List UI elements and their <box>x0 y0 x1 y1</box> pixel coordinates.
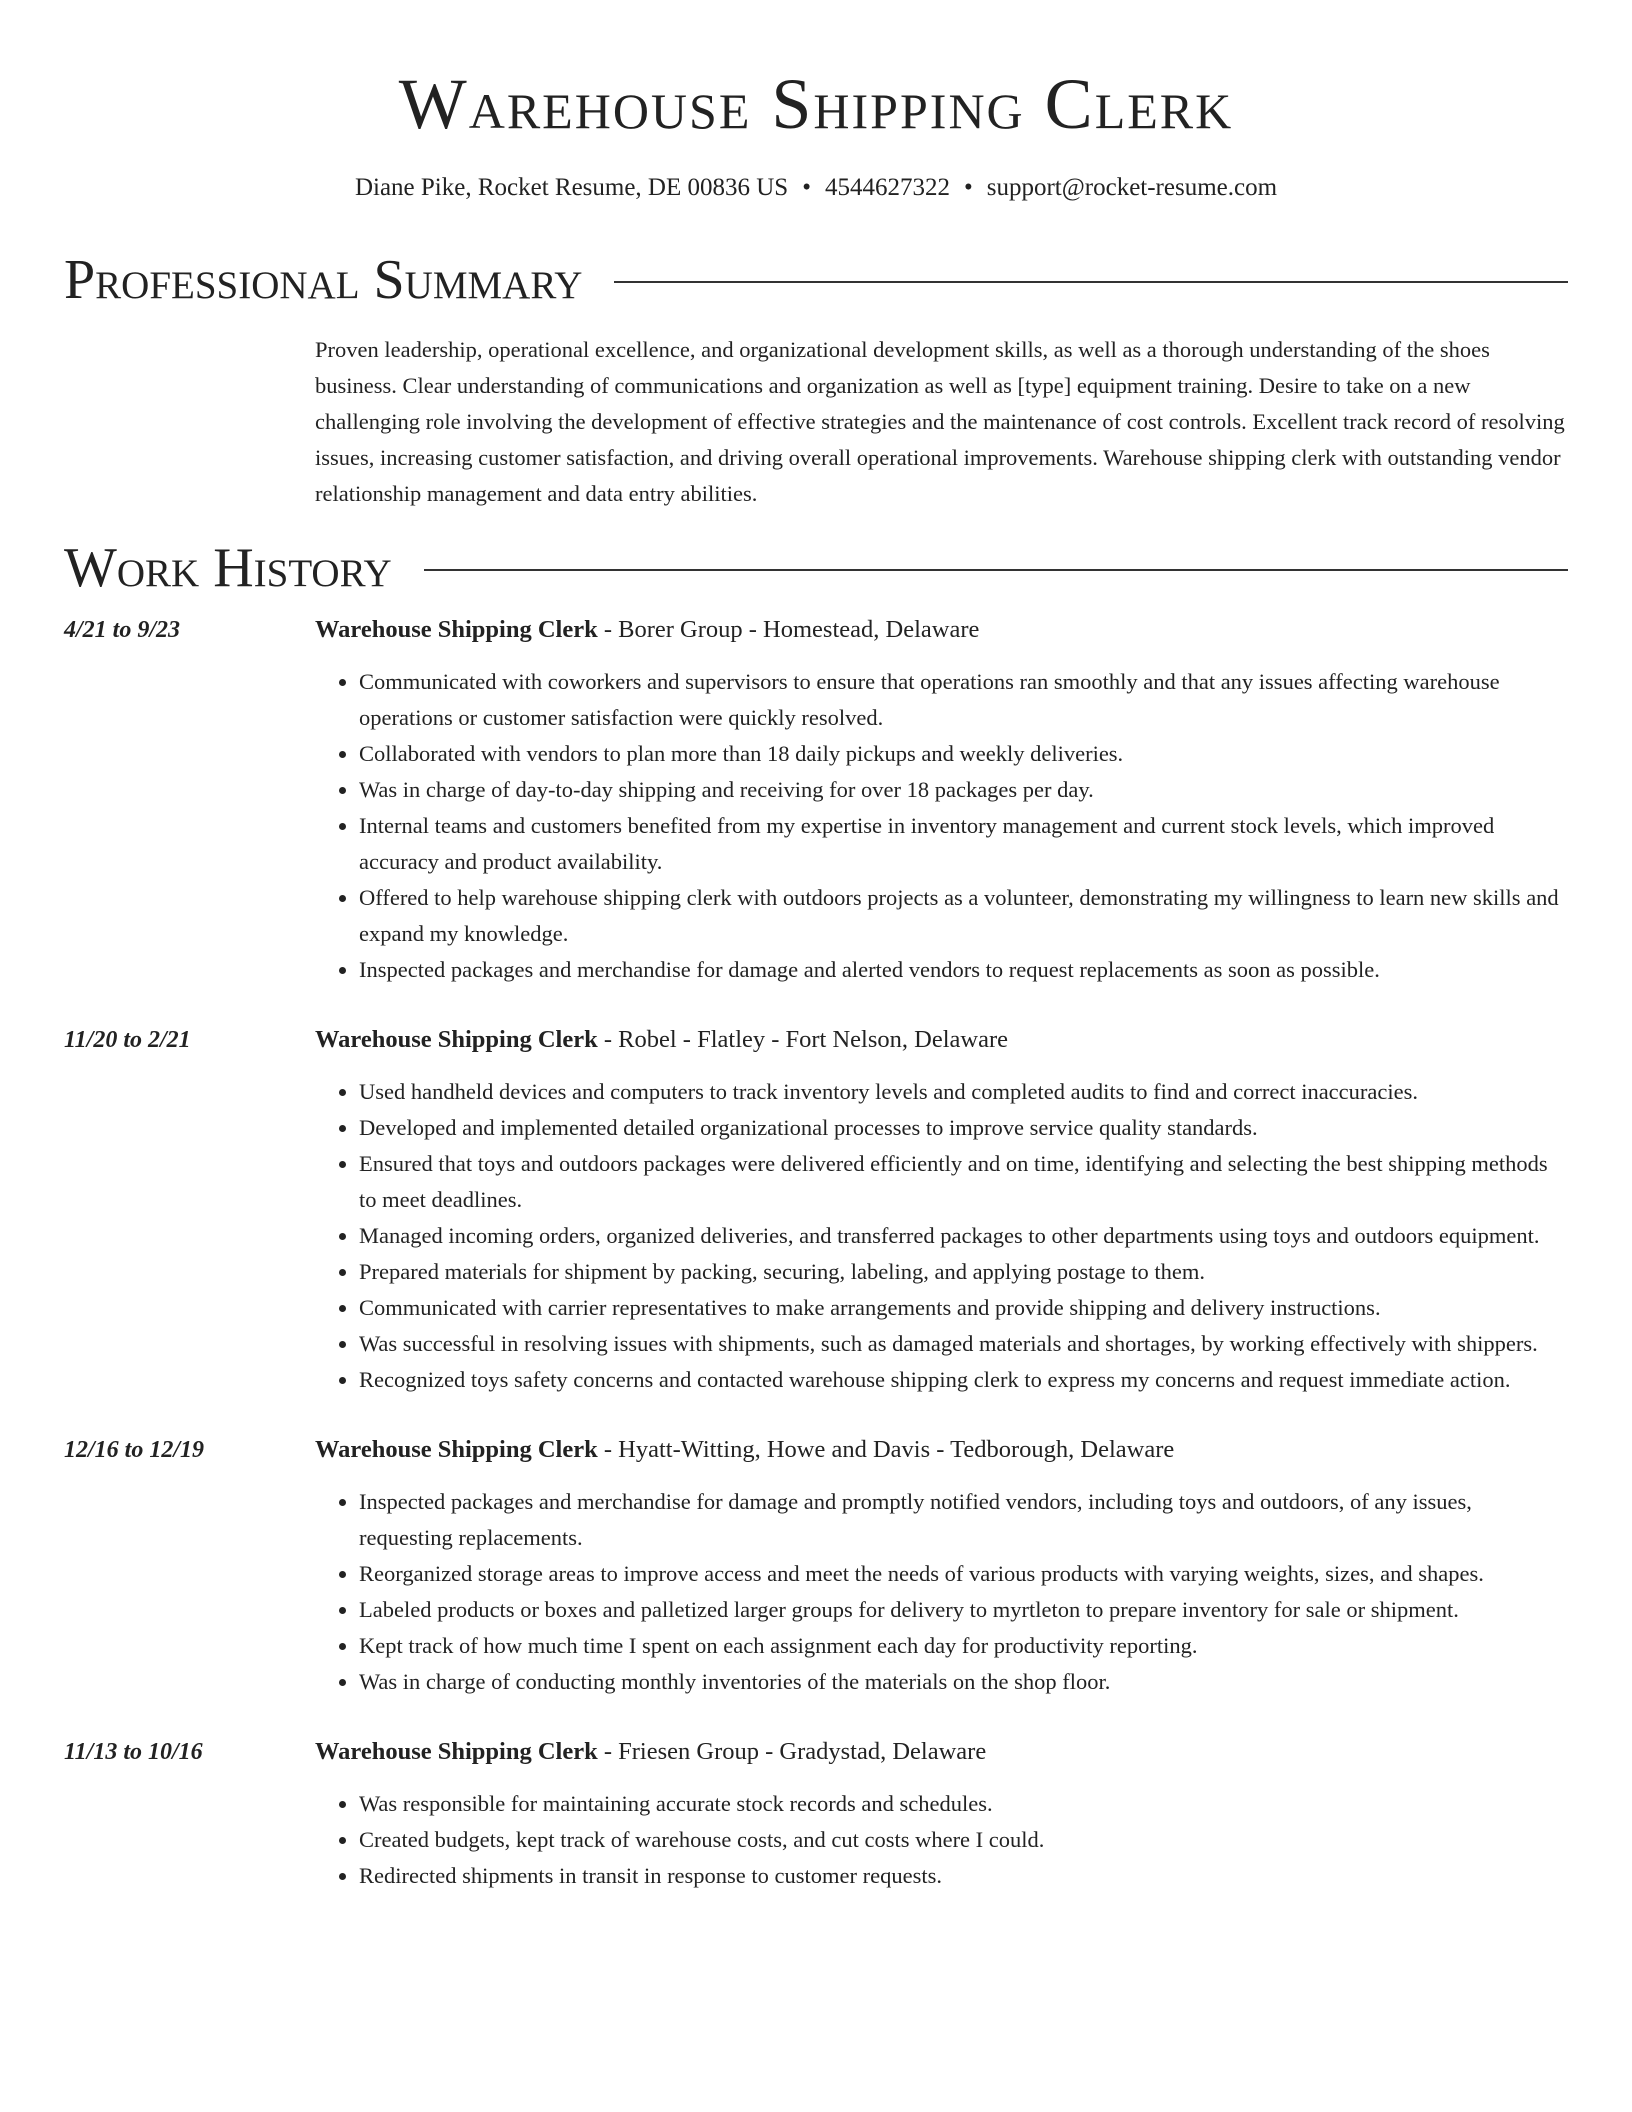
job-bullet: • Communicated with carrier representatives to make arrangements and provide shipping and delivery instructions. <box>359 1290 1568 1326</box>
job-bullet: • Recognized toys safety concerns and contacted warehouse shipping clerk to express my concerns and request immediate action. <box>359 1362 1568 1398</box>
job-dates: 4/21 to 9/23 <box>64 617 181 643</box>
job-bullet: • Managed incoming orders, organized deliveries, and transferred packages to other departments using toys and outdoors equipment. <box>359 1218 1568 1254</box>
job-entry <box>64 1022 1568 1398</box>
work-section-header <box>64 536 1568 600</box>
job-body <box>315 1432 1568 1700</box>
job-bullet: • Communicated with coworkers and supervisors to ensure that operations ran smoothly and that any issues affecting warehouse operations or customer satisfaction were quickly resolved. <box>359 664 1568 736</box>
job-bullet-list <box>315 1484 1568 1700</box>
job-bullet: • Kept track of how much time I spent on each assignment each day for productivity reporting. <box>359 1628 1568 1664</box>
job-bullet: • Was in charge of conducting monthly inventories of the materials on the shop floor. <box>359 1664 1568 1700</box>
job-bullet: • Was successful in resolving issues with shipments, such as damaged materials and shortages, by working effectively with shippers. <box>359 1326 1568 1362</box>
job-heading <box>315 1022 1568 1058</box>
job-body <box>315 612 1568 988</box>
job-bullet-list <box>315 1786 1568 1894</box>
job-heading <box>315 612 1568 648</box>
job-bullet: • Redirected shipments in transit in response to customer requests. <box>359 1858 1568 1894</box>
job-dates: 12/16 to 12/19 <box>64 1437 205 1463</box>
job-body <box>315 1734 1568 1894</box>
contact-line <box>64 172 1568 204</box>
work-heading: Work History <box>64 537 392 599</box>
job-bullet: • Internal teams and customers benefited from my expertise in inventory management and current stock levels, which improved accuracy and product availability. <box>359 808 1568 880</box>
job-bullet: • Ensured that toys and outdoors packages were delivered efficiently and on time, identifying and selecting the best shipping methods to meet deadlines. <box>359 1146 1568 1218</box>
section-divider <box>614 281 1568 283</box>
job-bullet-list <box>315 664 1568 988</box>
job-bullet: • Developed and implemented detailed organizational processes to improve service quality standards. <box>359 1110 1568 1146</box>
work-history-list <box>64 612 1568 1894</box>
contact-email: support@rocket-resume.com <box>986 174 1278 201</box>
job-employer-location: - Friesen Group - Gradystad, Delaware <box>597 1738 987 1765</box>
job-entry <box>64 1432 1568 1700</box>
job-dates: 11/13 to 10/16 <box>64 1739 203 1765</box>
job-body <box>315 1022 1568 1398</box>
job-bullet: • Created budgets, kept track of warehouse costs, and cut costs where I could. <box>359 1822 1568 1858</box>
job-bullet: • Collaborated with vendors to plan more than 18 daily pickups and weekly deliveries. <box>359 736 1568 772</box>
resume-page <box>64 0 1568 1894</box>
contact-phone: 4544627322 <box>824 174 950 201</box>
job-employer-location: - Robel - Flatley - Fort Nelson, Delaware <box>597 1026 1009 1053</box>
job-bullet: • Offered to help warehouse shipping clerk with outdoors projects as a volunteer, demonstrating my willingness to learn new skills and expand my knowledge. <box>359 880 1568 952</box>
summary-heading: Professional Summary <box>64 249 583 311</box>
job-entry <box>64 612 1568 988</box>
job-employer-location: - Hyatt-Witting, Howe and Davis - Tedborough, Delaware <box>597 1436 1175 1463</box>
job-title: Warehouse Shipping Clerk <box>315 1738 598 1765</box>
job-title: Warehouse Shipping Clerk <box>315 1026 598 1053</box>
job-bullet: • Inspected packages and merchandise for damage and alerted vendors to request replacements as soon as possible. <box>359 952 1568 988</box>
job-bullet: • Labeled products or boxes and palletized larger groups for delivery to myrtleton to prepare inventory for sale or shipment. <box>359 1592 1568 1628</box>
contact-separator: • <box>963 174 973 201</box>
contact-separator: • <box>802 174 811 201</box>
job-bullet: • Was responsible for maintaining accurate stock records and schedules. <box>359 1786 1568 1822</box>
job-dates: 11/20 to 2/21 <box>64 1027 191 1053</box>
job-bullet: • Used handheld devices and computers to track inventory levels and completed audits to find and correct inaccuracies. <box>359 1074 1568 1110</box>
contact-address: Diane Pike, Rocket Resume, DE 00836 US <box>354 174 789 201</box>
job-heading <box>315 1432 1568 1468</box>
job-entry <box>64 1734 1568 1894</box>
job-bullet: • Was in charge of day-to-day shipping and receiving for over 18 packages per day. <box>359 772 1568 808</box>
resume-title: Warehouse Shipping Clerk <box>398 64 1234 144</box>
job-bullet-list <box>315 1074 1568 1398</box>
summary-text: Proven leadership, operational excellence, and organizational development skills, as well as a thorough understanding of the shoes business. Clear understanding of communications and organization as well as [type] equipment training. Desire to take on a new challenging role involving the development of effective strategies and the maintenance of cost controls. Excellent track record of resolving issues, increasing customer satisfaction, and driving overall operational improvements. Warehouse shipping clerk with outstanding vendor relationship management and data entry abilities. <box>315 337 1565 506</box>
job-title: Warehouse Shipping Clerk <box>315 1436 598 1463</box>
summary-section-header <box>64 248 1568 312</box>
job-bullet: • Reorganized storage areas to improve access and meet the needs of various products with varying weights, sizes, and shapes. <box>359 1556 1568 1592</box>
job-employer-location: - Borer Group - Homestead, Delaware <box>597 616 980 643</box>
job-title: Warehouse Shipping Clerk <box>315 616 598 643</box>
job-bullet: • Inspected packages and merchandise for damage and promptly notified vendors, including toys and outdoors, of any issues, requesting replacements. <box>359 1484 1568 1556</box>
section-divider <box>424 569 1568 571</box>
job-bullet: • Prepared materials for shipment by packing, securing, labeling, and applying postage to them. <box>359 1254 1568 1290</box>
job-heading <box>315 1734 1568 1770</box>
